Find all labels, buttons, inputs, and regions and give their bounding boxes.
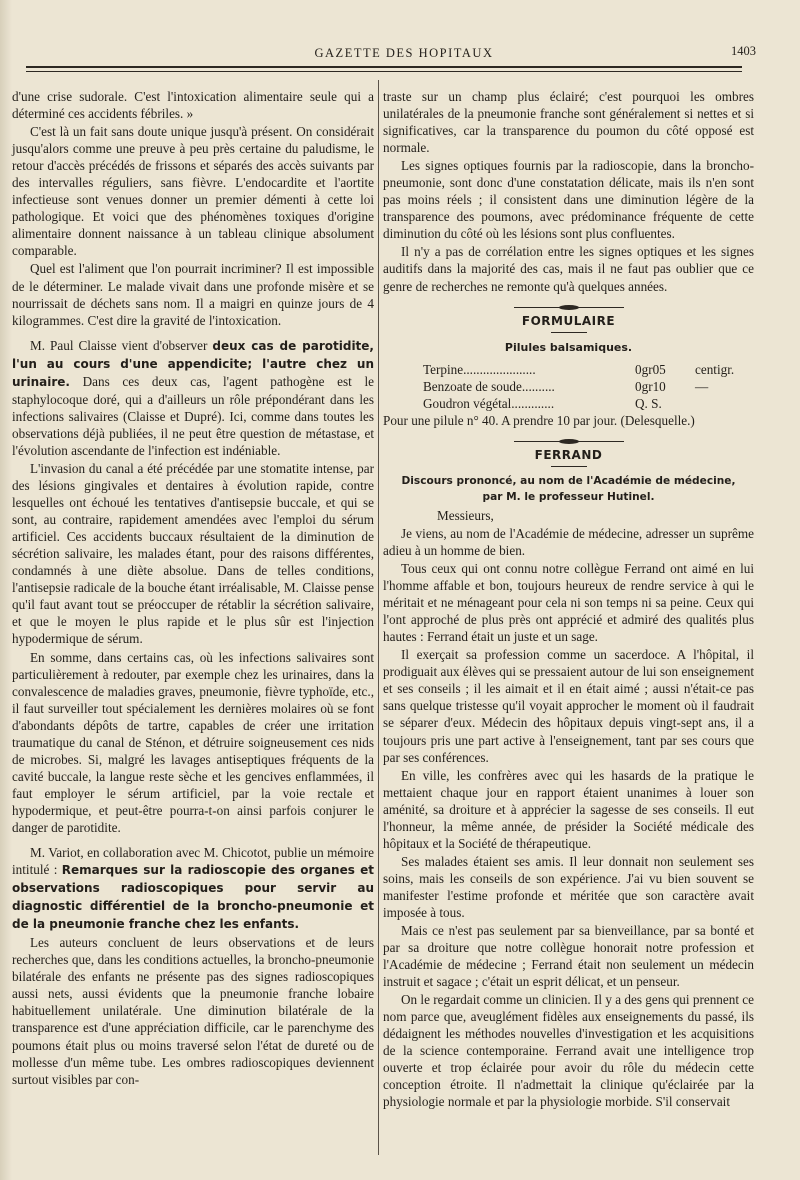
journal-title: GAZETTE DES HOPITAUX	[314, 46, 494, 60]
recipe-row	[423, 361, 754, 378]
paragraph: Quel est l'aliment que l'on pourrait incriminer? Il est impossible de le déterminer. Le malade vivait dans une profonde misère et se nourrissait de déchets sans nom. Il a maigri en quinze jours de 4 kilogrammes. C'est dire la gravité de l'intoxication.	[12, 261, 374, 328]
speech-subtitle	[383, 473, 754, 505]
section-heading-formulaire: FORMULAIRE	[521, 313, 616, 328]
ingredient-qty: 0gr05	[635, 361, 666, 377]
speech-subtitle-line: par M. le professeur Hutinel.	[482, 490, 655, 503]
ornament-separator	[383, 432, 754, 446]
speech-subtitle-line: Discours prononcé, au nom de l'Académie de médecine,	[401, 474, 736, 487]
paragraph: Les signes optiques fournis par la radioscopie, dans la broncho-pneumonie, sont donc d'une constatation délicate, mais ils n'en sont pas moins réels ; il consistent dans une diminution légère de la transparence des poumons, avec prédominance fréquente de cette diminution du côté où les lésions sont plus confluentes.	[383, 158, 754, 242]
bold-text-run: Remarques sur la radioscopie des organes et observations radioscopiques pour servir au diagnostic différentiel de la broncho-pneumonie et de la pneumonie franche chez les enfants.	[12, 863, 374, 932]
page-edge-shadow	[0, 0, 12, 1180]
bold-text-run: deux cas de parotidite, l'un au cours d'une appendicite; l'autre chez un urinaire.	[12, 338, 374, 389]
paragraph: L'invasion du canal a été précédée par une stomatite intense, par des lésions gingivales et dentaires à évolution rapide, contre lesquelles ont échoué les tentatives d'antisepsie buccale, et qui se sont, au contraire, rapidement amendées avec l'emploi du sérum artificiel. Ces accidents buccaux résultaient de la diminution de sécrétion salivaire, les malades étant, pour des raisons différentes, condamnés à une diète absolue. Dans de telles conditions, l'antisepsie radicale de la bouche étant irréalisable, M. Claisse pense qu'il faut avant tout se préoccuper de rétablir la sécrétion salivaire, et que le moyen le plus rapide et le plus sûr est l'injection hypodermique de sérum.	[12, 460, 374, 647]
ingredient-qty: Q. S.	[635, 395, 662, 411]
page-number: 1403	[731, 44, 756, 58]
section-heading-ferrand: FERRAND	[534, 447, 603, 462]
text-run: M. Variot, en collaboration avec M. Chicotot, publie un mémoire intitulé :	[12, 845, 374, 878]
paragraph: Tous ceux qui ont connu notre collègue Ferrand ont aimé en lui l'homme affable et bon, toujours heureux de rendre service à qui le méritait et ne ménageant pour cela ni son temps ni sa peine. Ceux qui l'ont approché de plus près ont apprécié et admiré des qualités plus hautes : Ferrand était un juste et un sage.	[383, 561, 754, 645]
ingredient-qty: 0gr10	[635, 378, 666, 394]
salutation: Messieurs,	[437, 507, 494, 523]
recipe-title: Pilules balsamiques.	[504, 340, 633, 354]
paragraph-variot	[12, 844, 374, 933]
paragraph: Les auteurs concluent de leurs observations et de leurs recherches que, dans les conditions actuelles, la broncho-pneumonie bilatérale des enfants ne présente pas des signes radioscopiques aussi nets, aussi évidents que la pneumonie franche lobaire habituellement unilatérale. Une diminution bilatérale de la transparence est d'une appréciation difficile, car le parenchyme des poumons était plus ou moins traversé selon l'état de dureté ou de mollesse d'un même tube. Les ombres radioscopiques deviennent surtout visibles par con-	[12, 935, 374, 1087]
paragraph-claisse	[12, 337, 374, 459]
text-run: M. Paul Claisse vient d'observer	[30, 337, 213, 353]
ingredient-name: Terpine......................	[423, 361, 536, 377]
paragraph: Il n'y a pas de corrélation entre les signes optiques et les signes auditifs dans la majorité des cas, mais il ne faut pas oublier que ce genre de recherches ne remonte qu'à quelques années.	[383, 244, 754, 294]
paragraph: Il exerçait sa profession comme un sacerdoce. A l'hôpital, il prodiguait aux élèves qui se pressaient autour de lui son enseignement et ses conseils ; il les aimait et il en était aimé ; aussi n'était-ce pas sans quelque tristesse qu'il voyait approcher le moment où il faudrait se séparer d'eux. Médecin des hôpitaux depuis vingt-sept ans, il a toujours pris une part active à l'enseignement, tant par ses cours que par ses conférences.	[383, 647, 754, 765]
paragraph: On le regardait comme un clinicien. Il y a des gens qui prennent ce nom parce que, aveuglément fidèles aux enseignements du passé, ils dédaignent les méthodes nouvelles d'investigation et les acquisitions de la science contemporaine. Ferrand avait une intelligence trop ouverte et trop éclairée pour avoir du rôle du médecin cette conception étroite. Il n'admettait la clinique qu'éclairée par la physiologie normale et par la physiologie morbide. S'il conservait	[383, 992, 755, 1110]
left-column	[12, 88, 374, 1089]
paragraph: C'est là un fait sans doute unique jusqu'à présent. On considérait jusqu'alors comme une preuve à peu près certaine du paludisme, le retour d'accès précédés de frissons et séparés des accès suivants par des intervalles réguliers, sans fièvre. L'endocardite et l'aortite infectieuse sont venues donner un premier démenti à cette loi pathologique. Et voici que des phénomènes toxiques d'origine alimentaire donnent naissance à un tableau clinique absolument comparable.	[12, 124, 374, 259]
text-run: Dans ces deux cas, l'agent pathogène est le staphylocoque doré, qui a d'ailleurs un rôle prépondérant dans les infections salivaires (Claisse et Dupré). Ici, comme dans toutes les observations déjà publiées, il ne peut être question de métastase, et l'évolution ascendante de l'infection est indéniable.	[12, 373, 374, 458]
paragraph: Ses malades étaient ses amis. Il leur donnait non seulement ses soins, mais les conseils de son expérience. J'ai vu bien souvent se manifester l'estime profonde et méritée que son caractère avait imposée à tous.	[383, 853, 754, 920]
ingredient-unit: centigr.	[695, 361, 735, 377]
paragraph: En ville, les confrères avec qui les hasards de la pratique le mettaient chaque jour en rapport étaient unanimes à louer son aménité, sa droiture et à apprécier la sagesse de ses conseils. Il eut l'honneur, la même année, de présider la Société médicale des hôpitaux et la Société de thérapeutique.	[383, 767, 754, 851]
ingredient-name: Benzoate de soude..........	[423, 378, 555, 394]
paragraph: d'une crise sudorale. C'est l'intoxication alimentaire seule qui a déterminé ces accidents fébriles. »	[12, 89, 374, 122]
page-header	[8, 44, 800, 66]
ingredient-name: Goudron végétal.............	[423, 395, 555, 411]
paragraph: En somme, dans certains cas, où les infections salivaires sont particulièrement à redouter, par exemple chez les urinaires, dans la convalescence de maladies graves, pneumonie, fièvre typhoïde, etc., il faut surveiller tout spécialement les dernières molaires où se font d'abondants dépôts de tartre, capables de créer une irritation traumatique du canal de Sténon, et détruire soigneusement ces nids de microbes. Si, malgré les lavages antiseptiques fréquents de la cavité buccale, la langue reste sèche et les gencives enflammées, il faut employer le sérum artificiel, par la voie rectale et hypodermique, et peut-être pourra-t-on ainsi parfois conjurer le danger de parotidite.	[12, 649, 374, 835]
recipe-row	[423, 378, 754, 395]
recipe-instruction: Pour une pilule n° 40. A prendre 10 par jour. (Delesquelle.)	[383, 412, 695, 428]
ingredient-unit: —	[695, 378, 709, 394]
paragraph: Je viens, au nom de l'Académie de médecine, adresser un suprême adieu à un homme de bien.	[383, 525, 754, 558]
paragraph: Mais ce n'est pas seulement par sa bienveillance, par sa bonté et par sa droiture que notre collègue honorait notre profession et l'Académie de médecine ; Ferrand était non seulement un médecin instruit et sagace ; c'était un esprit délicat, et un penseur.	[383, 923, 754, 990]
right-column	[383, 88, 754, 1112]
header-rule	[26, 66, 742, 72]
recipe-row	[423, 395, 754, 412]
short-rule	[551, 466, 587, 467]
recipe-list	[423, 361, 754, 412]
paragraph: traste sur un champ plus éclairé; c'est pourquoi les ombres unilatérales de la pneumonie franche sont généralement si nettes et si significatives, car la transparence du poumon du côté opposé est normale.	[383, 89, 754, 156]
column-divider	[378, 80, 379, 1155]
short-rule	[551, 332, 587, 333]
ornament-separator	[383, 298, 754, 312]
